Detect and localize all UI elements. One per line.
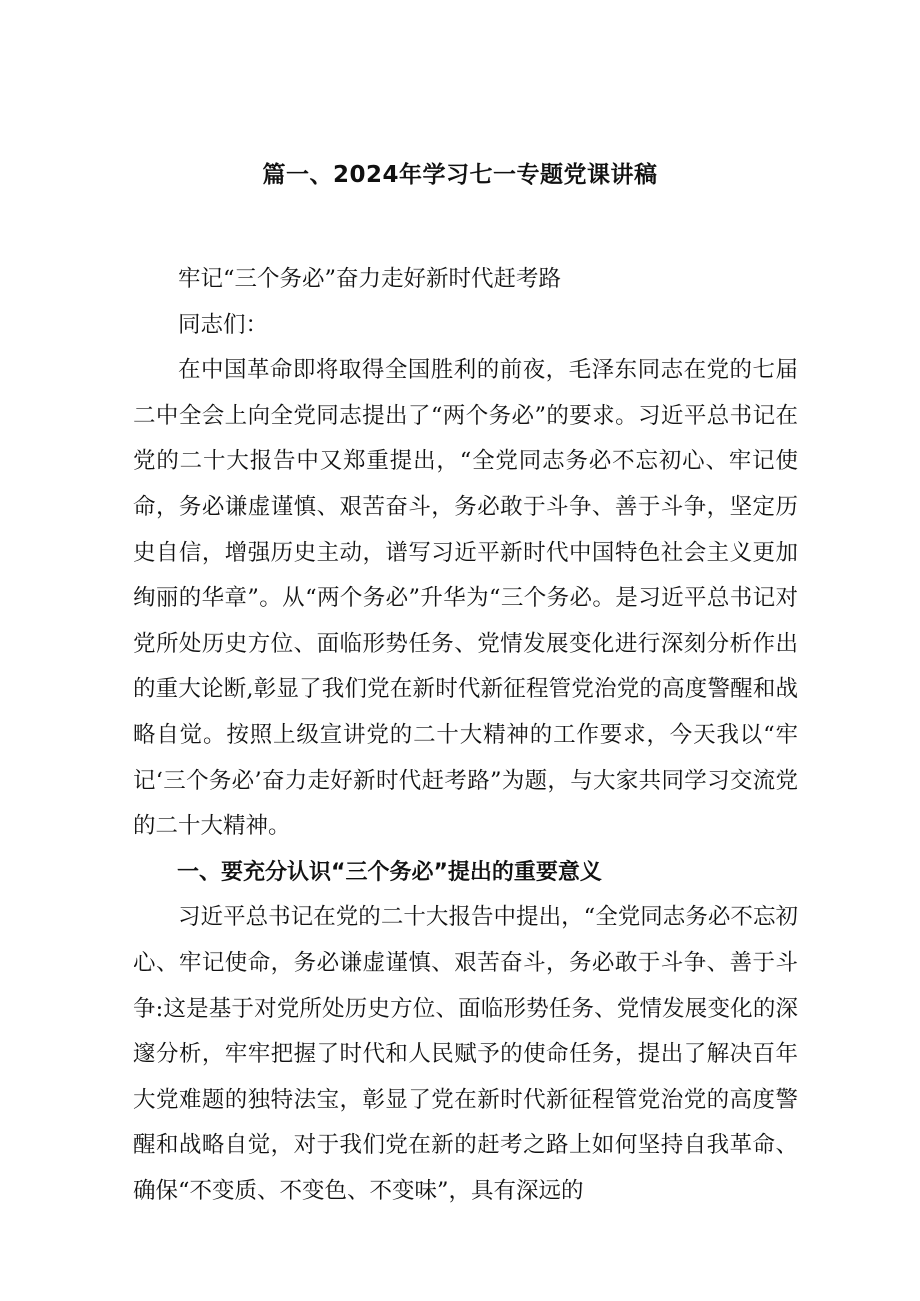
document-title: 篇一、2024年学习七一专题党课讲稿 xyxy=(262,162,658,188)
paragraph-section-1: 习近平总书记在党的二十大报告中提出，“全党同志务必不忘初心、牢记使命，务必谦虚谨慎、艰苦奋斗，务必敢于斗争、善于斗争:这是基于对党所处历史方位、面临形势任务、党情发展变化的深邃分析，牢牢把握了时代和人民赋予的使命任务，提出了解决百年大党难题的独特法宝，彰显了党在新时代新征程管党治党的高度警醒和战略自觉，对于我们党在新的赶考之路上如何坚持自我革命、确保“不变质、不变色、不变味”，具有深远的 xyxy=(133,904,798,1204)
paragraph-introduction: 在中国革命即将取得全国胜利的前夜，毛泽东同志在党的七届二中全会上向全党同志提出了“两个务必”的要求。习近平总书记在党的二十大报告中又郑重提出，“全党同志务必不忘初心、牢记使命，务必谦虚谨慎、艰苦奋斗，务必敢于斗争、善于斗争，坚定历史自信，增强历史主动，谱写习近平新时代中国特色社会主义更加绚丽的华章”。从“两个务必”升华为“三个务必。是习近平总书记对党所处历史方位、面临形势任务、党情发展变化进行深刻分析作出的重大论断,彰显了我们党在新时代新征程管党治党的高度警醒和战略自觉。按照上级宣讲党的二十大精神的工作要求，今天我以“牢记‘三个务必’奋力走好新时代赶考路”为题，与大家共同学习交流党的二十大精神。 xyxy=(133,357,798,840)
salutation: 同志们： xyxy=(178,311,269,338)
section-heading-1: 一、要充分认识“三个务必”提出的重要意义 xyxy=(177,859,602,885)
speech-subtitle: 牢记“三个务必”奋力走好新时代赶考路 xyxy=(178,266,562,292)
document-body xyxy=(133,257,798,1214)
